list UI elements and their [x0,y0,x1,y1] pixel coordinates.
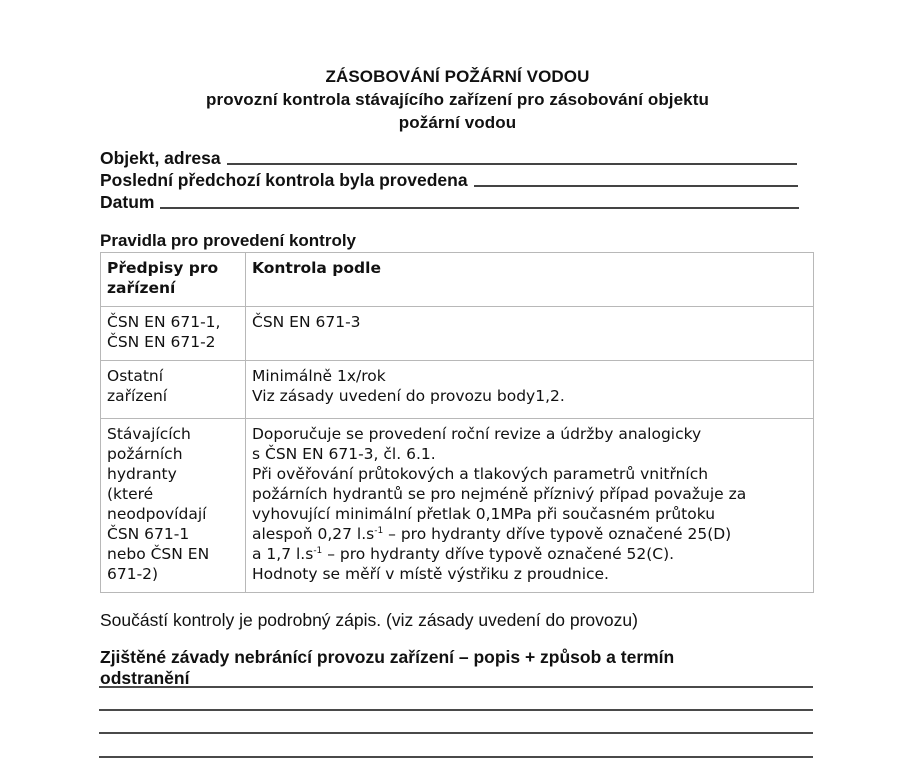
field-label: Poslední předchozí kontrola byla provedena [100,170,468,190]
defects-heading: Zjištěné závady nebránící provozu zařízení – popis + způsob a termín odstranění [100,647,675,688]
field-last-inspection [100,170,800,191]
table-row [101,361,814,419]
inspection-note: Součástí kontroly je podrobný zápis. (viz zásady uvedení do provozu) [100,610,638,630]
defects-write-line[interactable] [99,756,813,758]
cell-regulation: ČSN EN 671-1, ČSN EN 671-2 [101,307,246,361]
cell-regulation: Stávajících požárních hydranty (které neodpovídají ČSN 671-1 nebo ČSN EN 671-2) [101,419,246,593]
rules-table [100,252,814,593]
cell-check: Minimálně 1x/rok Viz zásady uvedení do provozu body1,2. [246,361,814,419]
cell-check: Doporučuje se provedení roční revize a údržby analogicky s ČSN EN 671-3, čl. 6.1. Při ověřování průtokových a tlakových parametrů vnitřních požárních hydrantů se pro nejméně příznivý případ považuje za vyhovující minimální přetlak 0,1MPa při současném průtoku alespoň 0,27 $l.s^{-1}$ – pro hydranty dříve typově označené 25(D) a 1,7 $l.s^{-1}$ – pro hydranty dříve typově označené 52(C). Hodnoty se měří v místě výstřiku z proudnice. [246,419,814,593]
field-label: Objekt, adresa [100,148,221,168]
defects-write-line[interactable] [99,709,813,711]
document-title-block [100,65,815,134]
document-subtitle-line-1: provozní kontrola stávajícího zařízení pro zásobování objektu [206,90,709,109]
column-header-regulations: Předpisy pro zařízení [101,253,246,307]
table-row [101,419,814,593]
date-input-line[interactable] [160,206,799,209]
document-title: ZÁSOBOVÁNÍ POŽÁRNÍ VODOU [325,67,590,86]
rules-heading: Pravidla pro provedení kontroly [100,231,357,250]
cell-check: ČSN EN 671-3 [246,307,814,361]
table-row [101,307,814,361]
defects-write-line[interactable] [99,686,813,688]
field-object-address [100,148,800,169]
last-inspection-input-line[interactable] [474,184,798,187]
defects-write-line[interactable] [99,732,813,734]
document-subtitle-line-2: požární vodou [398,113,517,132]
column-header-check-by: Kontrola podle [246,253,814,307]
flow-rate-line-52c: a 1,7 $l.s^{-1}$ – pro hydranty dříve typově označené 52(C). [252,545,675,563]
table-header-row [101,253,814,307]
object-address-input-line[interactable] [227,162,797,165]
field-date [100,192,800,213]
cell-regulation: Ostatní zařízení [101,361,246,419]
field-label: Datum [100,192,155,212]
flow-rate-line-25d: alespoň 0,27 $l.s^{-1}$ – pro hydranty dříve typově označené 25(D) [252,525,732,543]
